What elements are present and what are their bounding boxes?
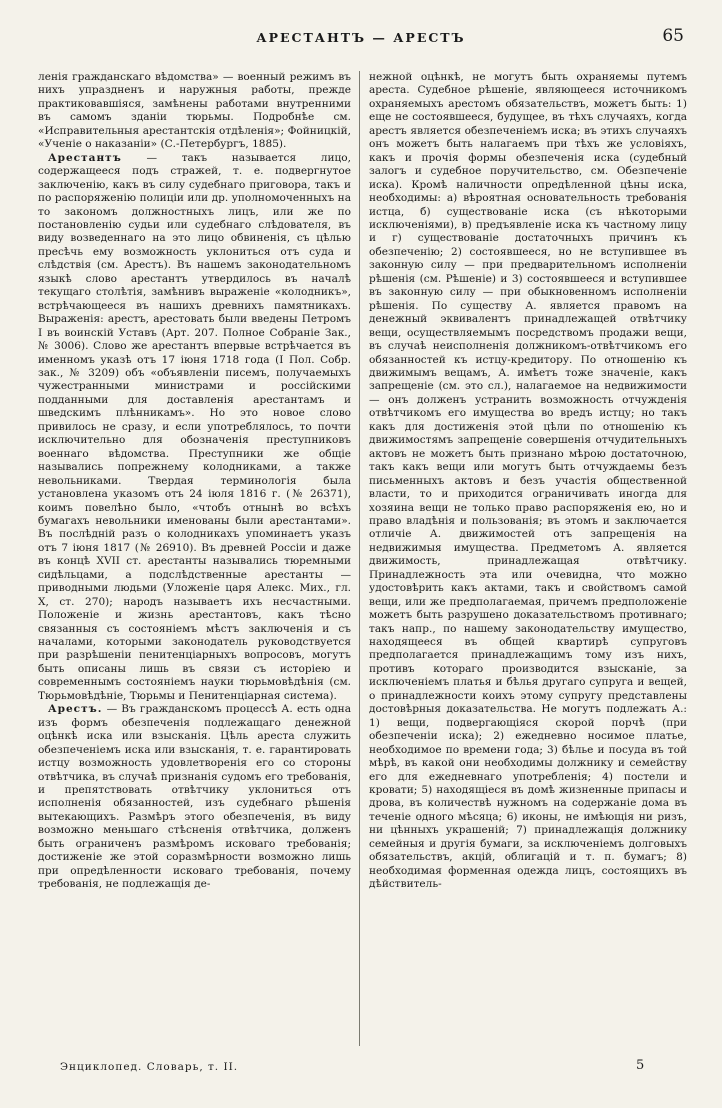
running-title: АРЕСТАНТЪ — АРЕСТЪ	[256, 30, 466, 45]
page-number: 65	[662, 26, 684, 46]
left-column	[38, 71, 351, 892]
footer-sheet-number: 5	[636, 1058, 645, 1073]
paragraph: Арестъ. — Въ гражданскомъ процессѣ А. есть одна изъ формъ обезпеченія подлежащаго денежной оцѣнкѣ иска или взысканія. Цѣль ареста служить обезпеченіемъ иска или взысканія, т. е. гарантировать истцу возможность удовлетворенія его со стороны отвѣтчика, въ случаѣ признанія судомъ его требованія, и препятствовать отвѣтчику уклониться отъ исполненія обязанностей, изъ судебнаго рѣшенія вытекающихъ. Размѣръ этого обезпеченія, въ виду возможно меньшаго стѣсненія отвѣтчика, долженъ быть ограниченъ размѣромъ исковаго требованія; достиженіе же этой соразмѣрности возможно лишь при опредѣленности исковаго требованія, почему требованія, не подлежащія де-	[38, 703, 351, 891]
paragraph: ленія гражданскаго вѣдомства» — военный режимъ въ нихъ упраздненъ и наружныя работы, прежде практиковавшіяся, замѣнены работами внутренними въ самомъ зданіи тюрьмы. Подробнѣе см. «Исправительныя арестантскія отдѣленія»; Фойницкій, «Ученіе о наказаніи» (С.-Петербургъ, 1885).	[38, 71, 351, 151]
page-header	[0, 26, 722, 52]
right-column	[369, 71, 687, 892]
paragraph: Арестантъ — такъ называется лицо, содержащееся подъ стражей, т. е. подвергнутое заключенію, какъ въ силу судебнаго приговора, такъ и по распоряженію полиціи или др. уполномоченныхъ на то закономъ должностныхъ лицъ, или же по постановленію судьи или судебнаго слѣдователя, въ виду возведеннаго на это лицо обвиненія, съ цѣлью пресѣчь ему возможность уклониться отъ суда и слѣдствія (см. Арестъ). Въ нашемъ законодательномъ языкѣ слово арестантъ утвердилось въ началѣ текущаго столѣтія, замѣнивъ выраженіе «колодникъ», встрѣчающееся въ нашихъ древнихъ памятникахъ. Выраженія: арестъ, арестовать были введены Петромъ I въ воинскій Уставъ (Арт. 207. Полное Собраніе Зак., № 3006). Слово же арестантъ впервые встрѣчается въ именномъ указѣ отъ 17 іюня 1718 года (I Пол. Собр. зак., № 3209) объ «объявленіи писемъ, получаемыхъ чужестранными министрами и россійскими подданными для доставленія арестантамъ и шведскимъ плѣнникамъ». Но это новое слово привилось не сразу, и если употреблялось, то почти исключительно для обозначенія преступниковъ военнаго вѣдомства. Преступники же общіе назывались попрежнему колодниками, а также невольниками. Твердая терминологія была установлена указомъ отъ 24 іюля 1816 г. (№ 26371), коимъ повелѣно было, «чтобъ отнынѣ во всѣхъ бумагахъ невольники именованы были арестантами». Въ послѣдній разъ о колодникахъ упоминаетъ указъ отъ 7 іюня 1817 (№ 26910). Въ древней Россіи и даже въ концѣ XVII ст. арестанты назывались тюремными сидѣльцами, а подслѣдственные арестанты — приводными людьми (Уложеніе царя Алекс. Мих., гл. X, ст. 270); народъ называетъ ихъ несчастными. Положеніе и жизнь арестантовъ, какъ тѣсно связанныя съ состояніемъ мѣстъ заключенія и съ началами, которыми законодатель руководствуется при разрѣшеніи пенитенціарныхъ вопросовъ, могутъ быть описаны лишь въ связи съ исторіею и современнымъ состояніемъ науки тюрьмовѣдѣнія (см. Тюрьмовѣдѣніе, Тюрьмы и Пенитенціарная система).	[38, 151, 351, 702]
paragraph: нежной оцѣнкѣ, не могутъ быть охраняемы путемъ ареста. Судебное рѣшеніе, являющееся источникомъ охраняемыхъ арестомъ обязательствъ, можетъ быть: 1) еще не состоявшееся, будущее, въ тѣхъ случаяхъ, когда арестъ является обезпеченіемъ иска; въ этихъ случаяхъ онъ можетъ быть налагаемъ при тѣхъ же условіяхъ, какъ и прочія формы обезпеченія иска (судебный залогъ и судебное поручительство, см. Обезпеченіе иска). Кромѣ наличности опредѣленной цѣны иска, необходимы: а) вѣроятная основательность требованія истца, б) существованіе иска (съ нѣкоторыми исключеніями), в) предъявленіе иска къ частному лицу и г) существованіе достаточныхъ причинъ къ обезпеченію; 2) состоявшееся, но не вступившее въ законную силу — при предварительномъ исполненіи рѣшенія (см. Рѣшеніе) и 3) состоявшееся и вступившее въ законную силу — при обыкновенномъ исполненіи рѣшенія. По существу А. является правомъ на денежный эквивалентъ принадлежащей отвѣтчику вещи, осуществляемымъ посредствомъ продажи вещи, въ случаѣ неисполненія должникомъ-отвѣтчикомъ его обязанностей къ истцу-кредитору. По отношенію къ движимымъ вещамъ, А. имѣетъ тоже значеніе, какъ запрещеніе (см. это сл.), налагаемое на недвижимости — онъ долженъ устранить возможность отчужденія отвѣтчикомъ его имущества во вредъ истцу; но такъ какъ для достиженія этой цѣли по отношенію къ движимостямъ запрещеніе совершенія отчудительныхъ актовъ не можетъ быть признано мѣрою достаточною, такъ какъ вещи или могутъ быть отчуждаемы безъ письменныхъ актовъ и безъ участія общественной власти, то и приходится ограничивать иногда для хозяина вещи не только право распоряженія ею, но и право владѣнія и пользованія; въ этомъ и заключается отличіе А. движимостей отъ запрещенія на недвижимыя имущества. Предметомъ А. является движимость, принадлежащая отвѣтчику. Принадлежность эта или очевидна, что можно удостовѣрить какъ актами, такъ и свойствомъ самой вещи, или же предполагаемая, причемъ предположеніе можетъ быть разрушено доказательствомъ противнаго; такъ напр., по нашему законодательству имущество, находящееся въ общей квартирѣ супруговъ предполагается принадлежащимъ тому изъ нихъ, противъ котораго производится взысканіе, за исключеніемъ платья и бѣлья другаго супруга и вещей, о принадлежности коихъ этому супругу представлены достовѣрныя доказательства. Не могутъ подлежать А.: 1) вещи, подвергающіяся скорой порчѣ (при обезпеченіи иска); 2) ежедневно носимое платье, необходимое по времени года; 3) бѣлье и посуда въ той мѣрѣ, въ какой они необходимы должнику и семейству его для ежедневнаго употребленія; 4) постели и кровати; 5) находящіеся въ домѣ жизненные припасы и дрова, въ количествѣ нужномъ на содержаніе дома въ теченіе одного мѣсяца; 6) иконы, не имѣющія ни ризъ, ни цѣнныхъ украшеній; 7) принадлежащія должнику семейныя и другія бумаги, за исключеніемъ долговыхъ обязательствъ, акцій, облигацій и т. п. бумагъ; 8) необходимая форменная одежда лицъ, состоящихъ въ дѣйствитель-	[369, 71, 687, 891]
column-divider	[359, 71, 360, 1046]
footer-signature: Энциклопед. Словарь, т. II.	[60, 1061, 239, 1073]
entry-headword: Арестъ.	[48, 703, 103, 716]
entry-headword: Арестантъ	[48, 151, 122, 164]
